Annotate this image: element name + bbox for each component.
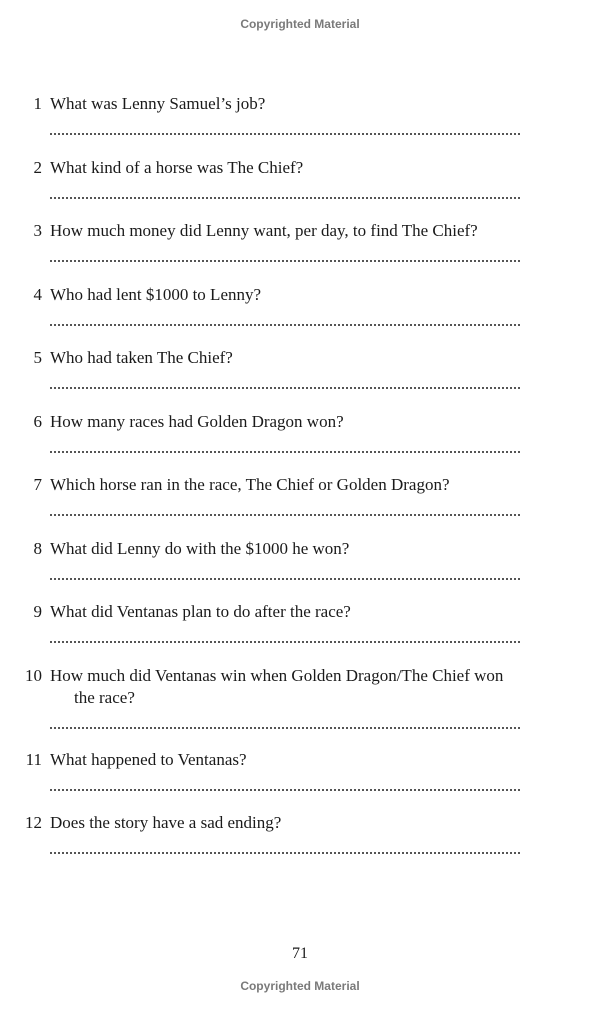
question-item — [0, 411, 600, 475]
question-text: How much did Ventanas win when Golden Dragon/The Chief won the race? — [50, 665, 504, 707]
question-item — [0, 812, 600, 876]
question-item — [0, 93, 600, 157]
question-number: 7 — [33, 475, 42, 494]
question-text: What did Ventanas plan to do after the race? — [50, 602, 351, 621]
question-text: How many races had Golden Dragon won? — [50, 411, 344, 431]
question-item — [0, 538, 600, 602]
question-number: 4 — [33, 284, 42, 304]
answer-line — [50, 727, 520, 729]
answer-line — [50, 641, 520, 643]
question-item — [0, 284, 600, 348]
question-item — [0, 749, 600, 813]
question-text: What was Lenny Samuel’s job? — [50, 94, 266, 113]
question-item — [0, 157, 600, 221]
question-text: How much money did Lenny want, per day, to find The Chief? — [50, 221, 478, 240]
answer-line — [50, 789, 520, 791]
question-number: 9 — [33, 602, 42, 621]
question-item — [0, 220, 600, 284]
answer-line — [50, 578, 520, 580]
question-number: 1 — [33, 94, 42, 113]
answer-line — [50, 451, 520, 453]
answer-line — [50, 852, 520, 854]
question-number: 2 — [33, 157, 42, 177]
question-text: What happened to Ventanas? — [50, 749, 247, 769]
question-number: 6 — [33, 411, 42, 431]
question-number: 3 — [33, 221, 42, 240]
answer-line — [50, 133, 520, 135]
answer-line — [50, 197, 520, 199]
question-number: 12 — [25, 813, 42, 832]
page-number: 71 — [292, 945, 308, 962]
answer-line — [50, 514, 520, 516]
question-number: 10 — [25, 665, 42, 685]
question-text: Who had taken The Chief? — [50, 348, 233, 367]
question-number: 5 — [33, 348, 42, 367]
copyright-header: Copyrighted Material — [240, 17, 360, 31]
question-item — [0, 665, 600, 749]
answer-line — [50, 387, 520, 389]
question-number: 8 — [33, 538, 42, 558]
question-text: What did Lenny do with the $1000 he won? — [50, 538, 350, 558]
question-text: Does the story have a sad ending? — [50, 813, 282, 832]
question-list — [0, 93, 600, 876]
question-text: Who had lent $1000 to Lenny? — [50, 284, 262, 304]
answer-line — [50, 324, 520, 326]
question-text: Which horse ran in the race, The Chief or Golden Dragon? — [50, 475, 450, 494]
answer-line — [50, 260, 520, 262]
question-text: What kind of a horse was The Chief? — [50, 157, 304, 177]
question-number: 11 — [25, 749, 42, 769]
copyright-footer: Copyrighted Material — [240, 979, 360, 993]
question-item — [0, 601, 600, 665]
question-item — [0, 347, 600, 411]
question-item — [0, 474, 600, 538]
